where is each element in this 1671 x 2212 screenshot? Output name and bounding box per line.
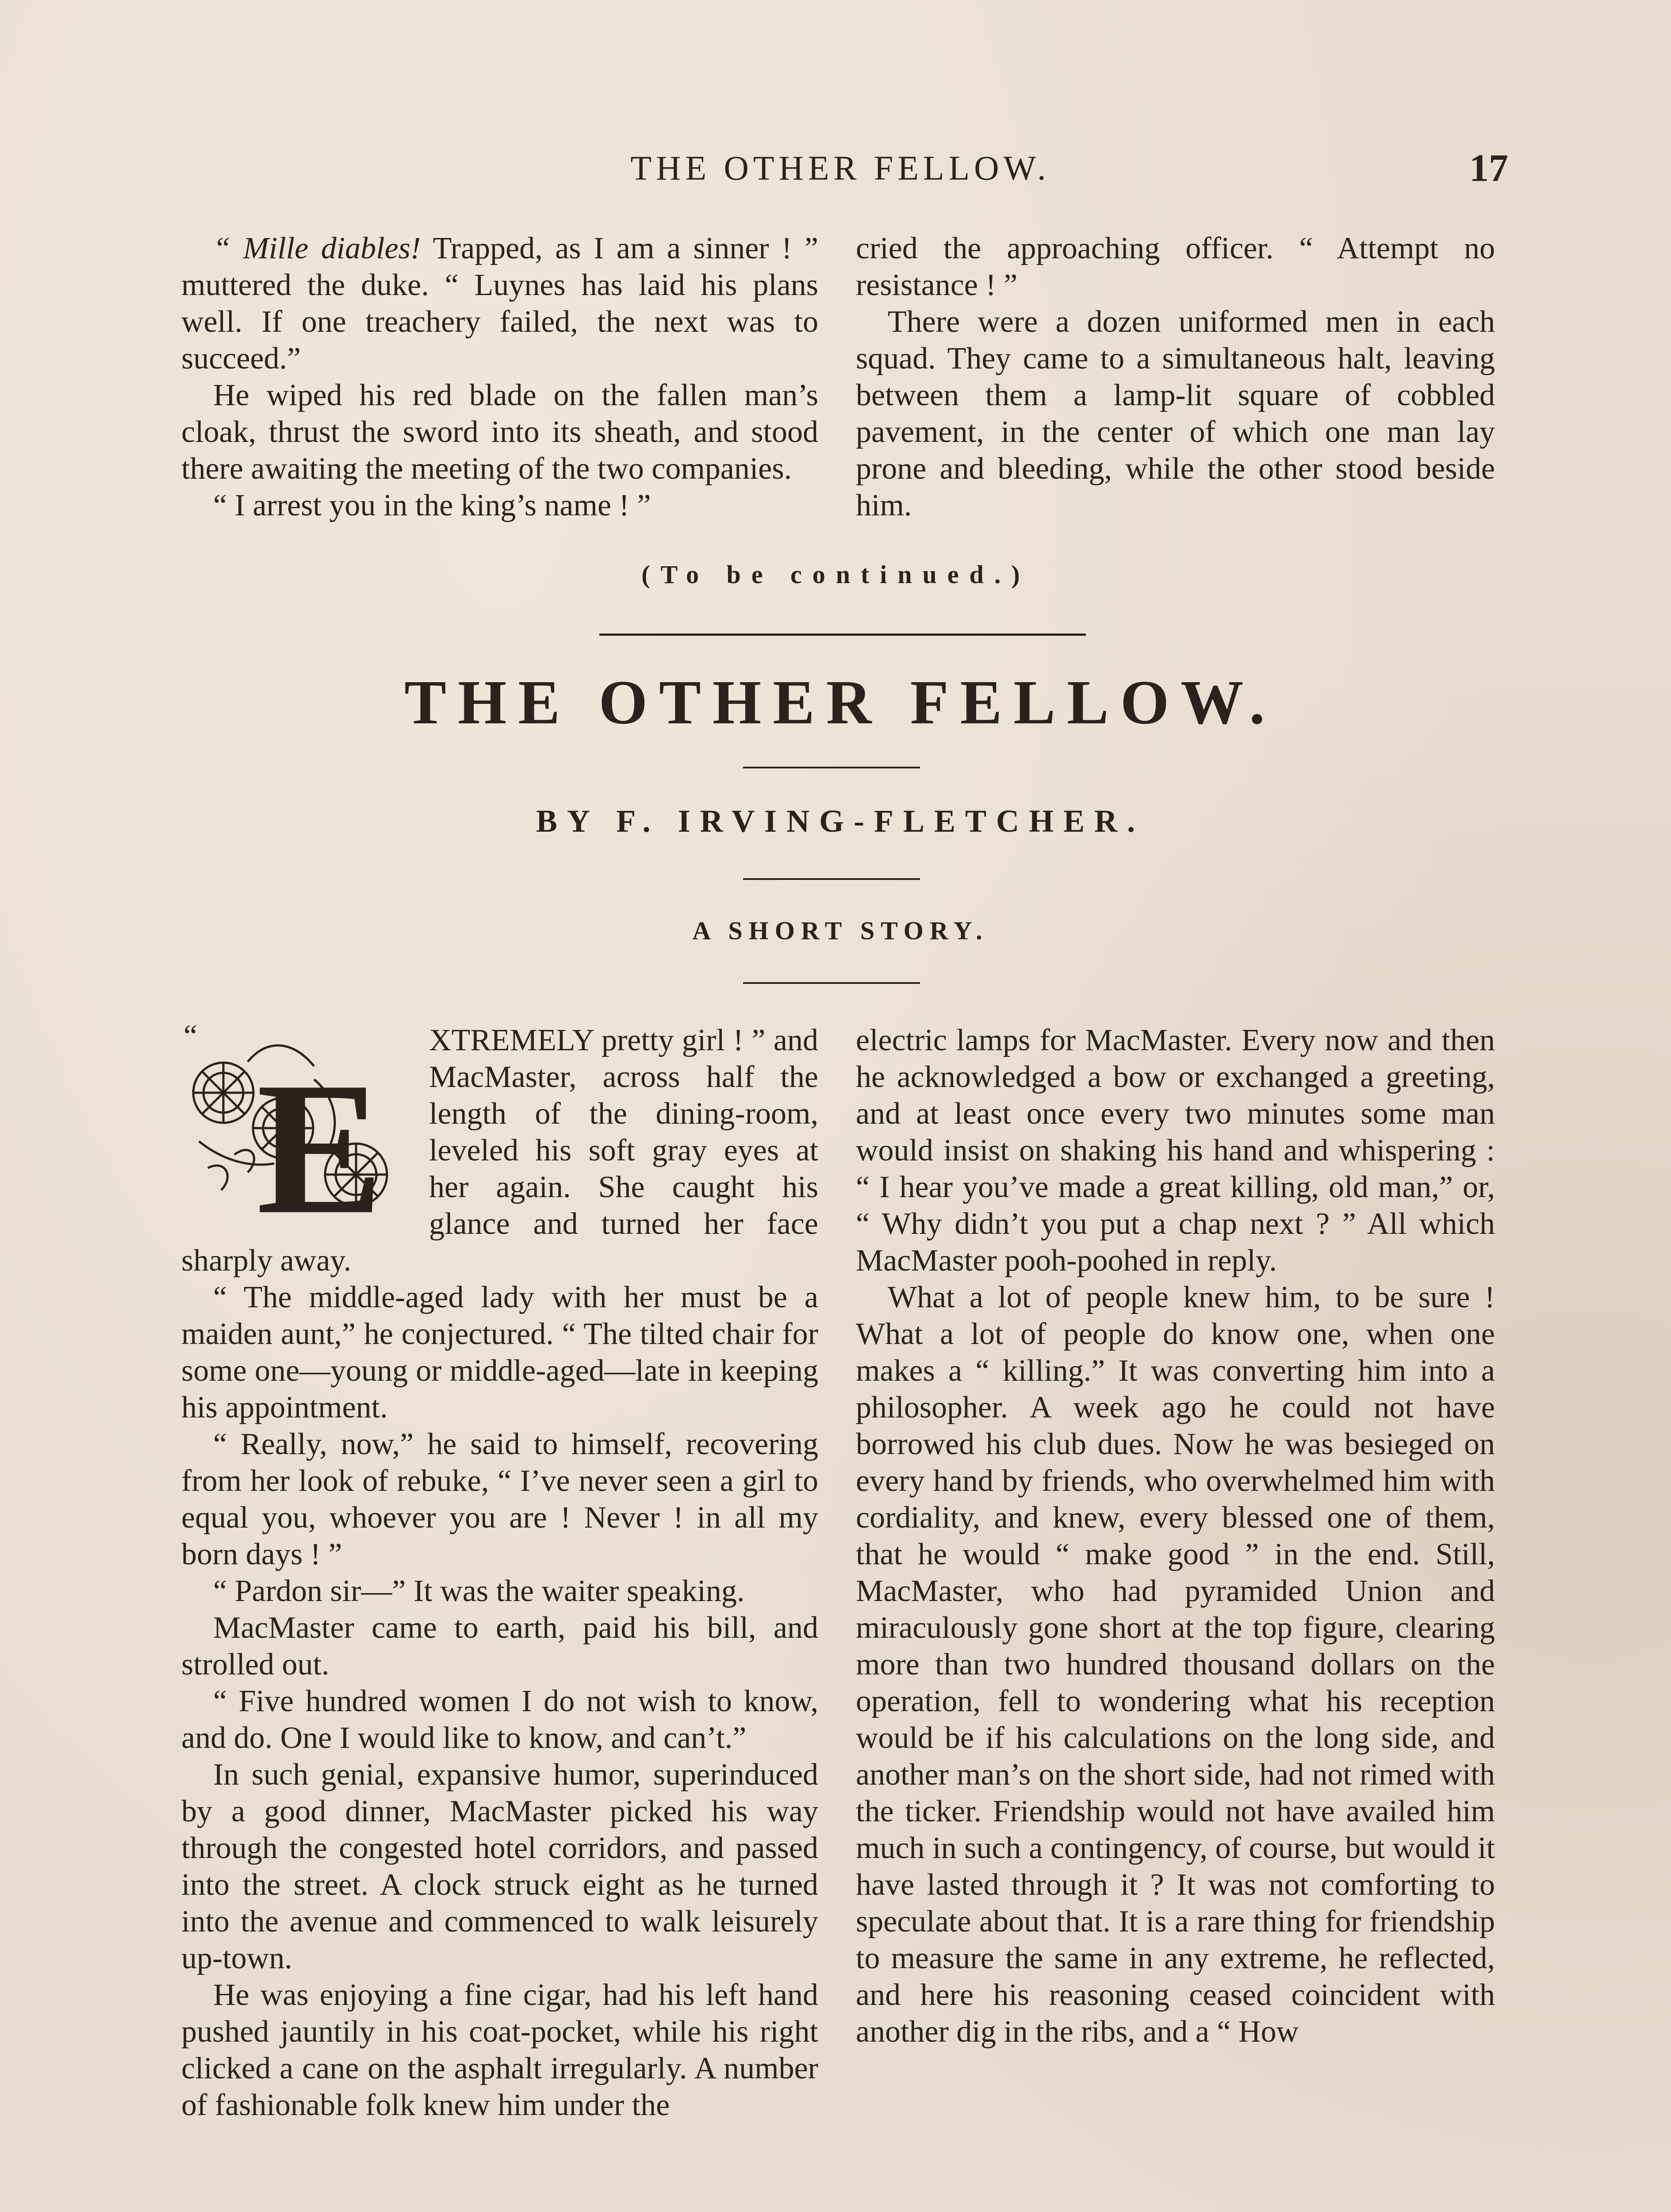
opening-text: XTREMELY pretty girl ! ” and MacMaster, across half the length of the dining-room, leveled his soft gray eyes at her again. She caught his glance and turned her face sharply away. bbox=[181, 1023, 818, 1278]
paragraph: He was enjoying a fine cigar, had his left hand pushed jauntily in his coat-pocket, while his right clicked a cane on the asphalt irregularly. A number of fashionable folk knew him under the bbox=[181, 1978, 818, 2122]
decorative-drop-cap bbox=[181, 1026, 416, 1223]
paragraph bbox=[181, 230, 818, 377]
story-title: THE OTHER FELLOW. bbox=[404, 667, 1276, 737]
running-title: THE OTHER FELLOW. bbox=[630, 149, 1050, 187]
paragraph: He wiped his red blade on the fallen man’s cloak, thrust the sword into its sheath, and stood there awaiting the meeting of the two companies. bbox=[181, 378, 818, 486]
opening-quote: “ bbox=[184, 1019, 198, 1053]
paragraph: What a lot of people knew him, to be sure ! What a lot of people do know one, when one makes a “ killing.” It was converting him into a philosopher. A week ago he could not have borrowed his club dues. Now he was besieged on every hand by friends, who overwhelmed him with cordiality, and knew, every blessed one of them, that he would “ make good ” in the end. Still, MacMaster, who had pyramided Union and miraculously gone short at the top figure, clearing more than two hundred thousand dollars on the operation, fell to wondering what his reception would be if his calculations on the long side, and another man’s on the short side, had not rimed with the ticker. Friendship would not have availed him much in such a contingency, of course, but would it have lasted through it ? It was not comforting to speculate about that. It is a rare thing for friendship to measure the same in any extreme, he reflected, and here his reasoning ceased coincident with another dig in the ribs, and a “ How bbox=[856, 1280, 1495, 2049]
story-subhead: A SHORT STORY. bbox=[692, 916, 989, 945]
paragraph: “ Five hundred women I do not wish to know, and do. One I would like to know, and can’t.” bbox=[181, 1684, 818, 1755]
floral-initial-e-icon bbox=[181, 1026, 416, 1223]
paragraph: “ I arrest you in the king’s name ! ” bbox=[213, 488, 651, 522]
previous-story-column-2 bbox=[856, 230, 1495, 524]
story-column-2 bbox=[856, 1022, 1495, 2050]
byline-rule bbox=[743, 878, 920, 880]
drop-cap-letter: E bbox=[257, 1043, 383, 1223]
byline: BY F. IRVING-FLETCHER. bbox=[536, 803, 1145, 839]
paragraph: “ The middle-aged lady with her must be a maiden aunt,” he conjectured. “ The tilted chair for some one—young or middle-aged—late in keeping his appointment. bbox=[181, 1280, 818, 1425]
paragraph: MacMaster came to earth, paid his bill, and strolled out. bbox=[181, 1611, 818, 1682]
opening-paragraph bbox=[181, 1019, 818, 1279]
paragraph-text: Trapped, as I am a sinner ! ” muttered the duke. “ Luynes has laid his plans well. If one treachery failed, the next was to succeed.” bbox=[181, 231, 818, 376]
italic-lead: “ Mille diables! bbox=[213, 231, 421, 265]
paragraph: cried the approaching officer. “ Attempt no resistance ! ” bbox=[856, 231, 1495, 302]
to-be-continued: (To be continued.) bbox=[641, 560, 1031, 589]
previous-story-column-1 bbox=[181, 230, 818, 524]
paragraph: There were a dozen uniformed men in each squad. They came to a simultaneous halt, leaving between them a lamp-lit square of cobbled pavement, in the center of which one man lay prone and bleeding, while the other stood beside him. bbox=[856, 305, 1495, 522]
section-divider bbox=[599, 634, 1086, 636]
paragraph: “ Pardon sir—” It was the waiter speaking. bbox=[213, 1574, 745, 1608]
page-number: 17 bbox=[1469, 147, 1508, 190]
paragraph: In such genial, expansive humor, superinduced by a good dinner, MacMaster picked his way through the congested hotel corridors, and passed into the street. A clock struck eight as he turned into the avenue and commenced to walk leisurely up-town. bbox=[181, 1758, 818, 1975]
story-column-1 bbox=[181, 1019, 818, 2124]
title-rule bbox=[743, 767, 920, 768]
subhead-rule bbox=[743, 982, 920, 984]
paragraph: “ Really, now,” he said to himself, recovering from her look of rebuke, “ I’ve never seen a girl to equal you, whoever you are ! Never ! in all my born days ! ” bbox=[181, 1427, 818, 1571]
paragraph: electric lamps for MacMaster. Every now and then he acknowledged a bow or exchanged a greeting, and at least once every two minutes some man would insist on shaking his hand and whispering : “ I hear you’ve made a great killing, old man,” or, “ Why didn’t you put a chap next ? ” All which MacMaster pooh-poohed in reply. bbox=[856, 1023, 1495, 1278]
